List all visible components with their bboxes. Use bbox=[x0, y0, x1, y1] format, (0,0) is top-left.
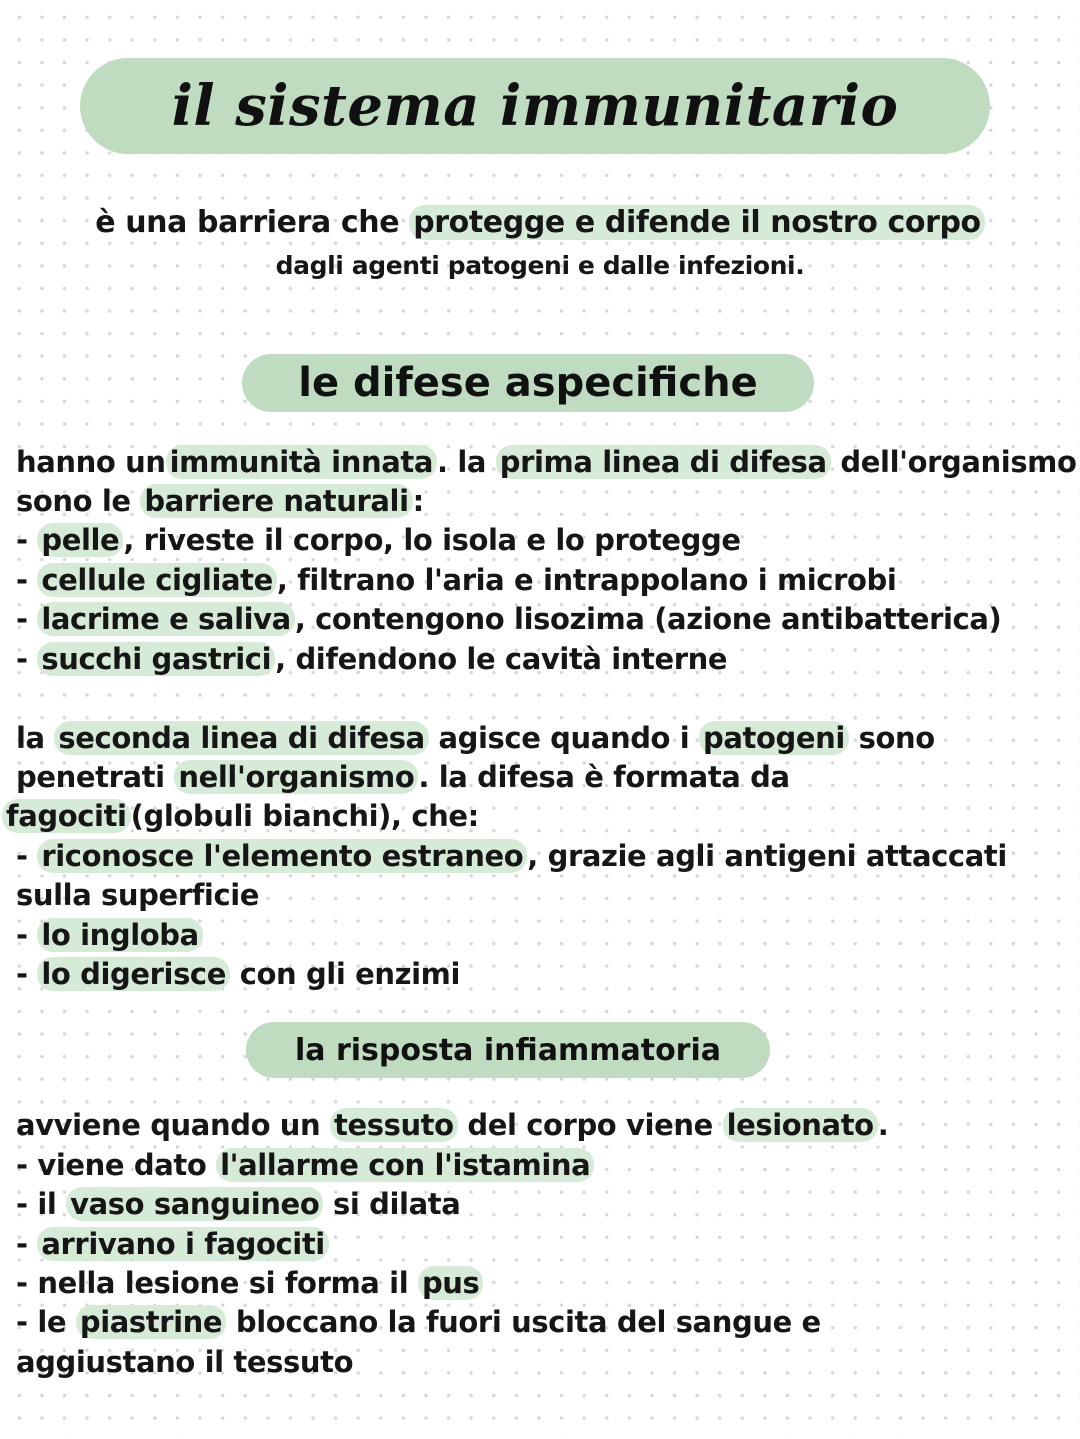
highlight: lacrime e saliva bbox=[37, 602, 294, 636]
highlight: fagociti bbox=[2, 799, 131, 833]
highlight: pelle bbox=[37, 523, 123, 557]
highlight: vaso sanguineo bbox=[66, 1187, 323, 1221]
section-heading-banner bbox=[242, 354, 814, 412]
paragraph-line: penetrati nell'organismo . la difesa è formata da bbox=[16, 760, 790, 794]
list-item: - arrivano i fagociti bbox=[16, 1224, 329, 1264]
list-item-continuation: sulla superficie bbox=[16, 878, 260, 912]
list-item-continuation: aggiustano il tessuto bbox=[16, 1345, 354, 1379]
highlight: succhi gastrici bbox=[37, 642, 275, 676]
list-item: - nella lesione si forma il pus bbox=[16, 1263, 483, 1303]
section-heading-banner bbox=[246, 1022, 770, 1078]
highlight: pus bbox=[418, 1266, 483, 1300]
highlight: seconda linea di difesa bbox=[54, 721, 428, 755]
list-item: - lo digerisce con gli enzimi bbox=[16, 957, 460, 991]
list-item: - lacrime e saliva , contengono lisozima (azione antibatterica) bbox=[16, 602, 1002, 636]
list-item: - pelle , riveste il corpo, lo isola e lo protegge bbox=[16, 523, 741, 557]
highlight: arrivano i fagociti bbox=[37, 1227, 329, 1261]
highlight: lesionato bbox=[723, 1108, 878, 1142]
highlight: tessuto bbox=[330, 1108, 458, 1142]
list-item: - riconosce l'elemento estraneo , grazie agli antigeni attaccati bbox=[16, 839, 1007, 873]
highlight: protegge e difende il nostro corpo bbox=[409, 205, 985, 240]
highlight: lo digerisce bbox=[37, 957, 230, 991]
highlight: lo ingloba bbox=[37, 918, 203, 952]
intro-line-2: dagli agenti patogeni e dalle infezioni. bbox=[275, 251, 805, 280]
highlight: cellule cigliate bbox=[37, 563, 277, 597]
highlight: nell'organismo bbox=[174, 760, 418, 794]
highlight: immunità innata bbox=[166, 445, 437, 479]
intro-line-1: è una barriera che protegge e difende il nostro corpo bbox=[0, 203, 1080, 243]
list-item: - il vaso sanguineo si dilata bbox=[16, 1187, 461, 1221]
highlight: patogeni bbox=[699, 721, 849, 755]
paragraph-line: sono le barriere naturali : bbox=[16, 484, 424, 518]
highlight: riconosce l'elemento estraneo bbox=[37, 839, 527, 873]
page-title: il sistema immunitario bbox=[171, 73, 899, 139]
list-item: - le piastrine bloccano la fuori uscita del sangue e bbox=[16, 1305, 821, 1339]
section-heading: le difese aspecifiche bbox=[298, 360, 758, 406]
paragraph-line: avviene quando un tessuto del corpo viene lesionato . bbox=[16, 1108, 889, 1142]
highlight: prima linea di difesa bbox=[496, 445, 831, 479]
paragraph-line: la seconda linea di difesa agisce quando i patogeni sono bbox=[16, 721, 935, 755]
list-item: - cellule cigliate , filtrano l'aria e intrappolano i microbi bbox=[16, 563, 897, 597]
list-item: - succhi gastrici , difendono le cavità interne bbox=[16, 642, 728, 676]
list-item: - lo ingloba bbox=[16, 915, 203, 955]
highlight: piastrine bbox=[76, 1305, 226, 1339]
section-heading: la risposta infiammatoria bbox=[294, 1032, 722, 1068]
paragraph-line: fagociti (globuli bianchi), che: bbox=[2, 796, 479, 836]
highlight: barriere naturali bbox=[140, 484, 412, 518]
highlight: l'allarme con l'istamina bbox=[216, 1148, 594, 1182]
list-item: - viene dato l'allarme con l'istamina bbox=[16, 1145, 594, 1185]
title-banner bbox=[80, 58, 990, 154]
paragraph-line: hanno un immunità innata . la prima linea di difesa dell'organismo bbox=[16, 445, 1077, 479]
